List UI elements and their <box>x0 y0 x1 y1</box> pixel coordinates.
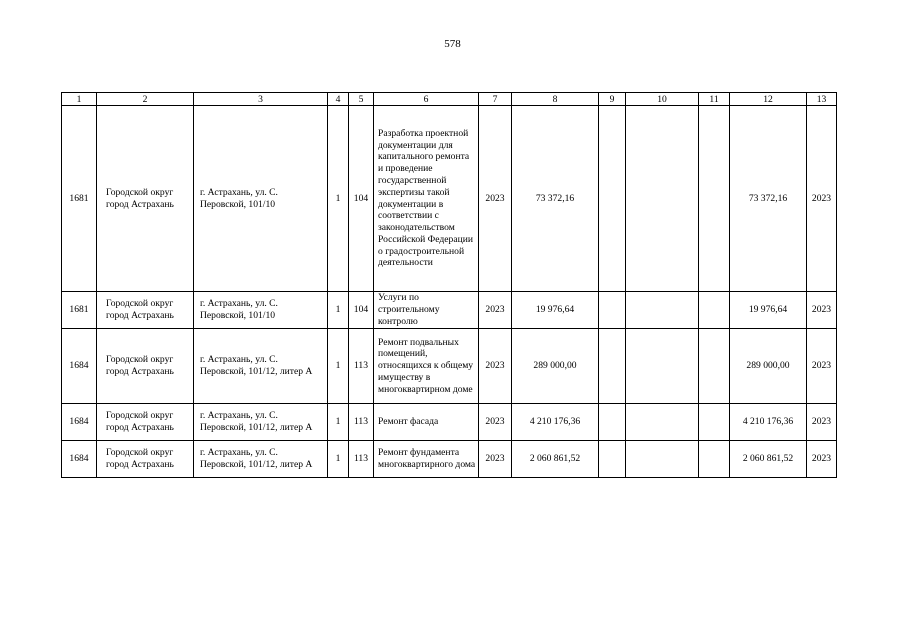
col11-value <box>699 441 730 478</box>
total-cost: 73 372,16 <box>512 106 599 292</box>
column-header: 10 <box>626 93 699 106</box>
column-header: 3 <box>194 93 328 106</box>
page-number: 578 <box>444 38 461 50</box>
address: г. Астрахань, ул. С. Перовской, 101/12, литер А <box>194 441 328 478</box>
col4-value: 1 <box>328 404 349 441</box>
year: 2023 <box>479 329 512 404</box>
address: г. Астрахань, ул. С. Перовской, 101/10 <box>194 106 328 292</box>
col9-value <box>599 329 626 404</box>
municipality: Городской округ город Астрахань <box>97 441 194 478</box>
record-id: 1684 <box>62 329 97 404</box>
column-header: 2 <box>97 93 194 106</box>
col10-value <box>626 441 699 478</box>
col5-value: 113 <box>349 404 374 441</box>
col11-value <box>699 292 730 329</box>
col5-value: 113 <box>349 329 374 404</box>
fund-cost: 2 060 861,52 <box>730 441 807 478</box>
total-cost: 2 060 861,52 <box>512 441 599 478</box>
column-header: 8 <box>512 93 599 106</box>
col5-value: 104 <box>349 292 374 329</box>
year: 2023 <box>479 404 512 441</box>
work-description: Ремонт подвальных помещений, относящихся к общему имуществу в многоквартирном доме <box>374 329 479 404</box>
record-id: 1684 <box>62 404 97 441</box>
table-row <box>62 441 837 478</box>
column-header: 13 <box>807 93 837 106</box>
capital-repair-table <box>61 92 837 478</box>
column-header: 4 <box>328 93 349 106</box>
work-description: Ремонт фасада <box>374 404 479 441</box>
col4-value: 1 <box>328 329 349 404</box>
total-cost: 19 976,64 <box>512 292 599 329</box>
year-end: 2023 <box>807 292 837 329</box>
table-row <box>62 106 837 292</box>
year-end: 2023 <box>807 404 837 441</box>
col9-value <box>599 292 626 329</box>
column-number-row <box>62 93 837 106</box>
column-header: 6 <box>374 93 479 106</box>
column-header: 1 <box>62 93 97 106</box>
work-description: Услуги по строительному контролю <box>374 292 479 329</box>
col11-value <box>699 106 730 292</box>
address: г. Астрахань, ул. С. Перовской, 101/10 <box>194 292 328 329</box>
year-end: 2023 <box>807 106 837 292</box>
municipality: Городской округ город Астрахань <box>97 292 194 329</box>
col9-value <box>599 441 626 478</box>
col9-value <box>599 106 626 292</box>
table-row <box>62 292 837 329</box>
column-header: 11 <box>699 93 730 106</box>
column-header: 7 <box>479 93 512 106</box>
record-id: 1684 <box>62 441 97 478</box>
column-header: 9 <box>599 93 626 106</box>
year: 2023 <box>479 106 512 292</box>
address: г. Астрахань, ул. С. Перовской, 101/12, литер А <box>194 404 328 441</box>
municipality: Городской округ город Астрахань <box>97 329 194 404</box>
fund-cost: 73 372,16 <box>730 106 807 292</box>
year: 2023 <box>479 441 512 478</box>
fund-cost: 19 976,64 <box>730 292 807 329</box>
table-row <box>62 329 837 404</box>
col10-value <box>626 106 699 292</box>
col4-value: 1 <box>328 106 349 292</box>
year-end: 2023 <box>807 329 837 404</box>
column-header: 5 <box>349 93 374 106</box>
work-description: Разработка проектной документации для капитального ремонта и проведение государственной экспертизы такой документации в соответствии с законодательством Российской Федерации о градостроительной деятельности <box>374 106 479 292</box>
col9-value <box>599 404 626 441</box>
col5-value: 113 <box>349 441 374 478</box>
total-cost: 4 210 176,36 <box>512 404 599 441</box>
col11-value <box>699 329 730 404</box>
record-id: 1681 <box>62 106 97 292</box>
col4-value: 1 <box>328 441 349 478</box>
col5-value: 104 <box>349 106 374 292</box>
col11-value <box>699 404 730 441</box>
municipality: Городской округ город Астрахань <box>97 106 194 292</box>
municipality: Городской округ город Астрахань <box>97 404 194 441</box>
table-row <box>62 404 837 441</box>
fund-cost: 289 000,00 <box>730 329 807 404</box>
year-end: 2023 <box>807 441 837 478</box>
column-header: 12 <box>730 93 807 106</box>
address: г. Астрахань, ул. С. Перовской, 101/12, литер А <box>194 329 328 404</box>
work-description: Ремонт фундамента многоквартирного дома <box>374 441 479 478</box>
col10-value <box>626 292 699 329</box>
fund-cost: 4 210 176,36 <box>730 404 807 441</box>
total-cost: 289 000,00 <box>512 329 599 404</box>
col10-value <box>626 329 699 404</box>
record-id: 1681 <box>62 292 97 329</box>
year: 2023 <box>479 292 512 329</box>
col10-value <box>626 404 699 441</box>
col4-value: 1 <box>328 292 349 329</box>
